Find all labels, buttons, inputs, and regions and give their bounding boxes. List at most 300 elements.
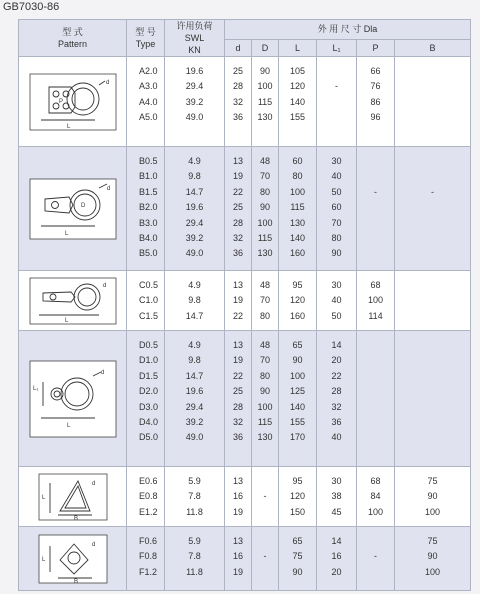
swl-header-cn: 许用负荷 [176,21,213,31]
type-value: B4.0 [139,232,158,243]
L1-value: 14 [331,536,342,546]
pattern-a-drawing [29,73,117,131]
svg-text:L: L [66,123,70,130]
svg-text:B: B [73,515,78,521]
swl-value: 14.7 [185,310,204,321]
L-value: 160 [289,248,306,259]
P-cell [357,527,395,591]
L-value: 155 [289,416,306,427]
B-value [395,415,470,430]
B-value [395,200,470,215]
L-value: 140 [289,401,306,412]
L1-value: 14 [331,340,342,350]
P-value [357,400,394,415]
B-value [395,64,470,79]
L1-value: 40 [331,432,342,443]
d-cell [225,527,252,591]
B-value [395,400,470,415]
d-cell [225,271,252,331]
d-value: 19 [232,171,243,182]
P-value: 84 [370,491,381,502]
D-value [252,505,278,520]
col-header-B: B [395,39,471,56]
swl-value: 4.9 [188,340,201,350]
L-value: 160 [289,310,306,321]
d-cell [225,57,252,147]
d-value: 25 [232,66,243,76]
d-value: 28 [232,81,243,92]
swl-value: 11.8 [186,506,203,517]
L-value: 105 [289,66,306,76]
P-value: 100 [367,506,384,517]
d-value: 13 [232,340,243,350]
d-value: 22 [232,310,243,321]
B-value [395,309,470,324]
pattern-e-drawing [38,473,108,521]
B-value [395,369,470,384]
P-value: 68 [370,280,381,290]
L1-value: 30 [331,476,342,486]
B-value [395,95,470,110]
D-value: 80 [259,186,270,197]
D-value: 130 [257,432,273,443]
L-value: 130 [289,217,306,228]
type-cell [127,147,165,271]
pattern-figure-cell [19,527,127,591]
L1-value [317,95,356,110]
spec-table [18,19,471,591]
L-value: 95 [292,476,303,486]
type-value: A5.0 [139,112,158,123]
L1-value: - [335,81,338,92]
D-value: 80 [259,370,270,381]
pattern-header-en: Pattern [57,39,88,49]
L-value: 100 [289,370,306,381]
type-value: D5.0 [139,432,159,443]
d-value: 28 [232,217,243,228]
type-value: D1.0 [139,355,159,366]
type-value: A3.0 [139,81,158,92]
D-value: 70 [259,295,270,306]
L-value: 95 [292,280,303,290]
col-header-L: L [279,39,317,56]
L1-value: 30 [331,280,342,290]
type-value: A4.0 [139,96,158,107]
L1-cell [317,271,357,331]
type-value: E1.2 [139,506,158,517]
L1-value: 70 [331,217,342,228]
P-value: 76 [370,81,381,92]
P-value [357,246,394,261]
svg-text:D: D [80,202,85,209]
swl-header [165,20,225,57]
swl-value: 49.0 [185,112,204,123]
type-value: B5.0 [139,248,158,259]
B-value: 90 [427,491,438,502]
swl-value: 14.7 [185,370,204,381]
L1-value: 90 [331,248,342,259]
pattern-b-drawing [29,178,117,240]
svg-text:L: L [64,230,68,237]
swl-value: 29.4 [185,401,204,412]
P-value: 96 [370,112,381,123]
L-value: 125 [289,386,306,397]
pattern-d-drawing [29,360,117,438]
swl-header-en: SWL [184,33,205,43]
group-row [19,467,471,527]
svg-text:L: L [41,494,45,501]
group-row [19,57,471,147]
D-cell [252,147,279,271]
type-header-en: Type [135,39,156,49]
d-value: 25 [232,202,243,213]
pattern-c-drawing [29,277,117,325]
pattern-header [19,20,127,57]
svg-text:L₁: L₁ [32,385,38,392]
P-cell [357,57,395,147]
L-cell [279,331,317,467]
L1-value: 60 [331,202,342,213]
P-value [357,216,394,231]
D-cell [252,467,279,527]
swl-value: 11.8 [186,566,203,577]
type-cell [127,57,165,147]
L-cell [279,527,317,591]
L-value: 65 [292,536,303,546]
L-cell [279,467,317,527]
P-value [357,430,394,445]
type-value: A2.0 [139,66,158,76]
B-value [395,154,470,169]
d-value: 36 [232,112,243,123]
d-value: 19 [232,295,243,306]
swl-value: 4.9 [188,156,201,166]
B-value: 75 [427,536,438,546]
P-value: 86 [370,96,381,107]
type-value: B3.0 [139,217,158,228]
swl-cell [165,271,225,331]
col-header-L1: L₁ [317,39,357,56]
D-value [252,474,278,489]
swl-value: 39.2 [185,96,204,107]
B-value [395,384,470,399]
d-value: 36 [232,432,243,443]
P-cell [357,147,395,271]
L1-value: 36 [331,416,342,427]
d-value: 16 [232,491,243,502]
D-value [252,565,278,580]
P-value [357,415,394,430]
document-title: GB7030-86 [3,1,60,13]
B-value: 100 [425,566,441,577]
L-value: 120 [289,81,306,92]
P-value [357,369,394,384]
D-cell [252,57,279,147]
d-value: 13 [232,476,243,486]
type-value: D2.0 [139,386,159,397]
B-value: - [431,186,435,197]
P-value [357,154,394,169]
D-value: 90 [259,66,270,76]
B-value: 75 [427,476,438,486]
P-value [357,534,394,549]
B-cell [395,527,471,591]
col-header-d: d [225,39,252,56]
L-value: 60 [292,156,303,166]
B-cell [395,271,471,331]
d-cell [225,147,252,271]
L1-value: 45 [331,506,342,517]
L1-value: 40 [331,295,342,306]
B-value [395,430,470,445]
L-value: 170 [289,432,306,443]
d-value: 13 [232,280,243,290]
dims-header: 外 用 尺 寸 Dla [225,20,471,40]
L-value: 100 [289,186,306,197]
type-value: E0.6 [139,476,158,486]
d-value: 19 [232,355,243,366]
swl-cell [165,467,225,527]
svg-text:B: B [73,578,78,584]
pattern-figure-cell [19,271,127,331]
type-header-cn: 型 号 [135,27,156,37]
B-value [395,293,470,308]
L1-value [317,64,356,79]
swl-value: 7.8 [188,491,201,502]
type-value: C1.0 [139,295,159,306]
L1-cell [317,147,357,271]
D-cell [252,331,279,467]
d-value: 28 [232,401,243,412]
P-value [357,384,394,399]
swl-value: 49.0 [185,248,204,259]
svg-text:d: d [91,480,95,487]
L-value: 115 [290,202,305,213]
svg-text:d: d [106,185,110,192]
d-cell [225,467,252,527]
D-value [252,534,278,549]
L1-value: 50 [331,186,342,197]
pattern-figure-cell [19,467,127,527]
L1-cell [317,527,357,591]
P-value [357,338,394,353]
B-value [395,216,470,231]
D-value: 115 [257,416,273,427]
P-value [357,231,394,246]
type-value: D4.0 [139,416,159,427]
pattern-figure-cell [19,147,127,271]
B-value [395,169,470,184]
D-value: 115 [257,96,273,107]
D-value: - [263,491,267,502]
d-value: 32 [232,416,243,427]
d-value: 13 [232,156,243,166]
L-value: 155 [289,112,306,123]
B-cell [395,57,471,147]
B-cell [395,147,471,271]
D-cell [252,271,279,331]
D-value: 70 [259,355,270,366]
D-value: 100 [257,217,273,228]
D-value: - [263,551,267,562]
swl-value: 5.9 [188,536,201,546]
L-value: 150 [289,506,306,517]
group-row [19,271,471,331]
B-value [395,110,470,125]
D-value: 115 [257,232,273,243]
type-value: C0.5 [139,280,159,290]
L-value: 65 [292,340,303,350]
L-value: 120 [289,295,306,306]
P-cell [357,467,395,527]
type-cell [127,271,165,331]
P-value [357,200,394,215]
L1-value: 22 [331,370,342,381]
B-cell [395,331,471,467]
col-header-D: D [252,39,279,56]
D-cell [252,527,279,591]
B-cell [395,467,471,527]
group-row [19,147,471,271]
D-value: 130 [257,248,273,259]
type-value: F0.8 [139,551,158,562]
type-value: E0.8 [139,491,158,502]
d-value: 36 [232,248,243,259]
svg-text:d: d [100,369,104,376]
swl-cell [165,527,225,591]
swl-value: 39.2 [185,416,204,427]
d-value: 25 [232,386,243,397]
L-value: 140 [289,96,306,107]
svg-text:d: d [102,282,106,289]
type-header [127,20,165,57]
L1-value [317,110,356,125]
D-value: 48 [259,340,270,350]
B-value [395,246,470,261]
swl-value: 19.6 [185,386,204,397]
type-value: B1.0 [139,171,158,182]
type-value: F0.6 [139,536,158,546]
d-value: 16 [232,551,243,562]
group-row [19,331,471,467]
type-value: D1.5 [139,370,159,381]
P-value: - [374,551,377,562]
L1-cell [317,57,357,147]
L-cell [279,57,317,147]
swl-cell [165,147,225,271]
L-value: 140 [289,232,306,243]
P-value [357,169,394,184]
type-cell [127,467,165,527]
svg-text:P: P [58,98,63,105]
d-value: 19 [232,566,243,577]
L-value: 80 [292,171,303,182]
swl-value: 29.4 [185,81,204,92]
type-value: B2.0 [139,202,158,213]
L-value: 90 [292,566,303,577]
d-value: 32 [232,96,243,107]
L-cell [279,147,317,271]
type-value: F1.2 [139,566,158,577]
swl-value: 49.0 [185,432,204,443]
P-cell [357,271,395,331]
P-value: 100 [367,295,384,306]
swl-value: 29.4 [185,217,204,228]
L1-value: 50 [331,310,342,321]
D-value: 70 [259,171,270,182]
L1-value: 30 [331,156,342,166]
P-value: 68 [370,476,381,486]
svg-text:L: L [41,556,45,563]
D-value: 90 [259,386,270,397]
D-value: 100 [257,401,273,412]
swl-value: 5.9 [188,476,201,486]
B-value [395,231,470,246]
L1-value: 80 [331,232,342,243]
L1-value: 28 [331,386,342,397]
B-value [395,278,470,293]
type-value: D0.5 [139,340,159,350]
swl-value: 9.8 [188,171,201,182]
type-cell [127,527,165,591]
type-cell [127,331,165,467]
d-value: 32 [232,232,243,243]
d-value: 19 [232,506,243,517]
swl-header-unit: KN [188,45,201,55]
swl-value: 39.2 [185,232,204,243]
header-row-1 [19,20,471,40]
L1-value: 38 [331,491,342,502]
col-header-P: P [357,39,395,56]
pattern-figure-cell [19,331,127,467]
type-value: D3.0 [139,401,159,412]
group-row [19,527,471,591]
L1-value: 40 [331,171,342,182]
type-value: B0.5 [139,156,158,166]
P-value: 114 [368,310,383,321]
P-value [357,353,394,368]
svg-text:L: L [64,317,68,324]
D-value: 130 [257,112,273,123]
B-value [395,79,470,94]
d-value: 13 [232,536,243,546]
B-value [395,338,470,353]
B-value: 100 [425,506,441,517]
type-value: B1.5 [139,186,158,197]
swl-cell [165,331,225,467]
type-value: C1.5 [139,310,159,321]
svg-text:d: d [91,541,95,548]
D-value: 90 [259,202,270,213]
L-value: 90 [292,355,303,366]
svg-text:L: L [66,422,70,429]
P-value [357,565,394,580]
d-value: 22 [232,186,243,197]
D-value: 100 [257,81,273,92]
L-cell [279,271,317,331]
B-value [395,353,470,368]
L1-value: 16 [331,551,342,562]
d-cell [225,331,252,467]
D-value: 48 [259,156,270,166]
L-value: 120 [289,491,306,502]
P-value: - [374,186,377,197]
swl-cell [165,57,225,147]
P-cell [357,331,395,467]
pattern-f-drawing [38,534,108,584]
swl-value: 9.8 [188,355,201,366]
swl-value: 9.8 [188,295,201,306]
